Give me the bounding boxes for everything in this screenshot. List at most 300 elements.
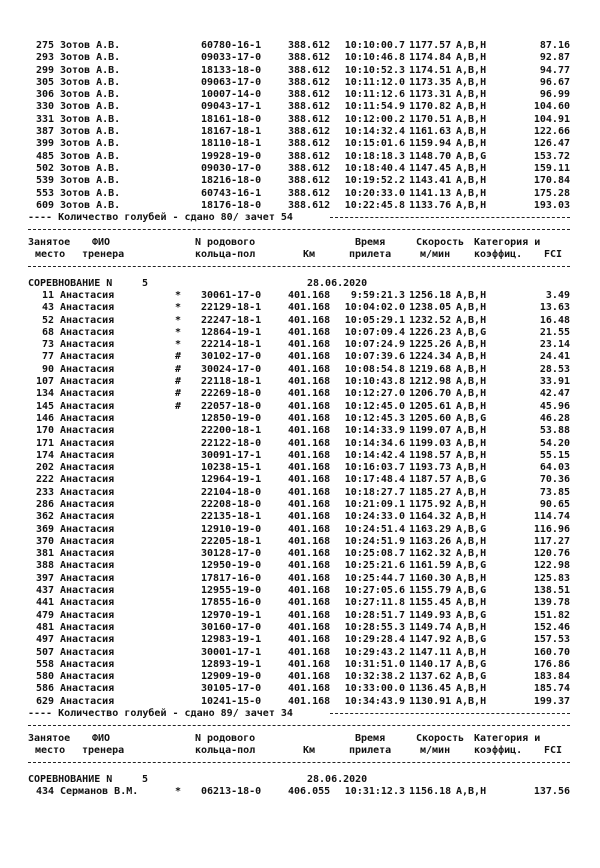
cell-km: 401.168 <box>288 425 331 437</box>
cell-cat: А,В,Н <box>456 597 487 609</box>
cell-fci: 137.56 <box>533 785 570 797</box>
cell-cat: А,В,Н <box>456 138 487 150</box>
col-time-label-2: прилета <box>349 249 392 261</box>
cell-speed: 1170.51 <box>409 113 452 125</box>
cell-cat: А,В,G <box>456 609 487 621</box>
col-fci-label: FCI <box>544 744 563 756</box>
table-row <box>0 388 600 400</box>
cell-km: 388.612 <box>288 52 331 64</box>
cell-place: 306 <box>35 89 54 101</box>
cell-cat: А,В,Н <box>456 388 487 400</box>
cell-fci: 55.15 <box>539 449 570 461</box>
cell-name: Анастасия <box>60 634 115 646</box>
cell-mark: # <box>175 376 182 388</box>
cell-km: 388.612 <box>288 64 331 76</box>
cell-name: Анастасия <box>60 326 115 338</box>
cell-place: 73 <box>41 339 54 351</box>
cell-fci: 193.03 <box>533 199 570 211</box>
cell-ring: 09033-17-0 <box>201 52 262 64</box>
table-row <box>0 786 600 798</box>
cell-ring: 12950-19-0 <box>201 560 262 572</box>
divider <box>0 757 600 769</box>
table-row <box>0 438 600 450</box>
cell-speed: 1163.29 <box>409 523 452 535</box>
cell-km: 401.168 <box>288 302 331 314</box>
table-row <box>0 413 600 425</box>
col-ring-label: N родового <box>195 236 256 248</box>
cell-place: 222 <box>35 474 54 486</box>
cell-km: 388.612 <box>288 162 331 174</box>
cell-name: Зотов А.В. <box>60 126 121 138</box>
table-row <box>0 536 600 548</box>
cell-speed: 1161.59 <box>409 560 452 572</box>
cell-ring: 30091-17-1 <box>201 449 262 461</box>
cell-km: 401.168 <box>288 498 331 510</box>
cell-time: 10:08:54.8 <box>344 363 405 375</box>
table-row <box>0 597 600 609</box>
cell-fci: 104.60 <box>533 101 570 113</box>
cell-cat: А,В,Н <box>456 646 487 658</box>
cell-name: Анастасия <box>60 511 115 523</box>
cell-time: 10:12:00.2 <box>344 113 405 125</box>
cell-place: 507 <box>35 646 54 658</box>
cell-mark: * <box>175 326 182 338</box>
results-section-2 <box>0 290 600 708</box>
table-row <box>0 585 600 597</box>
table-row <box>0 175 600 187</box>
cell-cat: А,В,Н <box>456 64 487 76</box>
cell-ring: 10007-14-0 <box>201 89 262 101</box>
cell-name: Зотов А.В. <box>60 64 121 76</box>
cell-place: 397 <box>35 572 54 584</box>
cell-cat: А,В,Н <box>456 400 487 412</box>
cell-fci: 122.98 <box>533 560 570 572</box>
cell-time: 10:28:55.3 <box>344 621 405 633</box>
cell-speed: 1193.73 <box>409 462 452 474</box>
table-row <box>0 696 600 708</box>
cell-ring: 09063-17-0 <box>201 76 262 88</box>
cell-km: 401.168 <box>288 609 331 621</box>
cell-speed: 1173.35 <box>409 76 452 88</box>
cell-cat: А,В,Н <box>456 376 487 388</box>
cell-ring: 18161-18-0 <box>201 113 262 125</box>
cell-ring: 22122-18-0 <box>201 437 262 449</box>
cell-time: 10:20:33.0 <box>344 187 405 199</box>
cell-time: 10:14:32.4 <box>344 126 405 138</box>
competition-number: 5 <box>142 773 149 785</box>
table-row <box>0 151 600 163</box>
cell-ring: 17855-16-0 <box>201 597 262 609</box>
cell-place: 434 <box>35 785 54 797</box>
cell-km: 388.612 <box>288 199 331 211</box>
cell-fci: 33.91 <box>539 376 570 388</box>
competition-header <box>0 774 600 786</box>
table-row <box>0 487 600 499</box>
cell-time: 10:22:45.8 <box>344 199 405 211</box>
pigeon-count-line-1 <box>0 212 600 224</box>
cell-place: 609 <box>35 199 54 211</box>
cell-time: 10:11:54.9 <box>344 101 405 113</box>
cell-ring: 10238-15-1 <box>201 462 262 474</box>
cell-km: 401.168 <box>288 535 331 547</box>
cell-time: 10:07:24.9 <box>344 339 405 351</box>
cell-time: 10:17:48.4 <box>344 474 405 486</box>
pigeon-count-text-2: ---- Количество голубей - сдано 89/ зачет 34 <box>28 708 299 720</box>
table-row <box>0 327 600 339</box>
cell-speed: 1164.32 <box>409 511 452 523</box>
table-row <box>0 474 600 486</box>
cell-fci: 64.03 <box>539 462 570 474</box>
cell-ring: 18216-18-0 <box>201 175 262 187</box>
cell-km: 388.612 <box>288 40 331 51</box>
cell-name: Анастасия <box>60 339 115 351</box>
cell-km: 401.168 <box>288 597 331 609</box>
cell-km: 401.168 <box>288 388 331 400</box>
cell-place: 275 <box>35 40 54 51</box>
cell-place: 539 <box>35 175 54 187</box>
cell-speed: 1185.27 <box>409 486 452 498</box>
cell-speed: 1162.32 <box>409 548 452 560</box>
divider <box>0 261 600 273</box>
cell-name: Анастасия <box>60 572 115 584</box>
cell-time: 10:11:12.0 <box>344 76 405 88</box>
cell-time: 9:59:21.3 <box>350 289 405 301</box>
cell-cat: А,В,G <box>456 523 487 535</box>
col-fio-label-2: тренера <box>82 249 125 261</box>
cell-speed: 1140.17 <box>409 658 452 670</box>
cell-cat: А,В,G <box>456 658 487 670</box>
cell-cat: А,В,G <box>456 150 487 162</box>
cell-name: Анастасия <box>60 462 115 474</box>
cell-fci: 138.51 <box>533 585 570 597</box>
cell-mark: # <box>175 388 182 400</box>
cell-ring: 60780-16-1 <box>201 40 262 51</box>
cell-cat: А,В,Н <box>456 498 487 510</box>
cell-ring: 30102-17-0 <box>201 351 262 363</box>
cell-fci: 45.96 <box>539 400 570 412</box>
cell-ring: 12850-19-0 <box>201 412 262 424</box>
cell-cat: А,В,Н <box>456 199 487 211</box>
cell-fci: 116.96 <box>533 523 570 535</box>
cell-place: 586 <box>35 683 54 695</box>
cell-ring: 12964-19-1 <box>201 474 262 486</box>
results-section-3 <box>0 786 600 798</box>
cell-speed: 1205.61 <box>409 400 452 412</box>
cell-cat: А,В,Н <box>456 40 487 51</box>
cell-name: Анастасия <box>60 585 115 597</box>
cell-place: 362 <box>35 511 54 523</box>
cell-place: 330 <box>35 101 54 113</box>
cell-ring: 12893-19-1 <box>201 658 262 670</box>
cell-cat: А,В,G <box>456 634 487 646</box>
cell-cat: А,В,Н <box>456 695 487 707</box>
table-row <box>0 524 600 536</box>
cell-km: 401.168 <box>288 585 331 597</box>
cell-place: 497 <box>35 634 54 646</box>
count-dash-fill-1 <box>330 217 570 218</box>
cell-ring: 30024-17-0 <box>201 363 262 375</box>
cell-speed: 1141.13 <box>409 187 452 199</box>
cell-time: 10:16:03.7 <box>344 462 405 474</box>
cell-cat: А,В,Н <box>456 449 487 461</box>
cell-fci: 159.11 <box>533 162 570 174</box>
cell-km: 401.168 <box>288 314 331 326</box>
cell-ring: 12864-19-1 <box>201 326 262 338</box>
cell-place: 437 <box>35 585 54 597</box>
col-speed-label-2: м/мин <box>420 744 451 756</box>
table-row <box>0 610 600 622</box>
cell-cat: А,В,G <box>456 326 487 338</box>
cell-time: 10:24:51.9 <box>344 535 405 547</box>
count-dash-fill-2 <box>330 713 570 714</box>
cell-km: 388.612 <box>288 89 331 101</box>
cell-name: Анастасия <box>60 449 115 461</box>
cell-fci: 117.27 <box>533 535 570 547</box>
table-row <box>0 659 600 671</box>
cell-ring: 30128-17-0 <box>201 548 262 560</box>
table-row <box>0 200 600 212</box>
cell-ring: 09043-17-1 <box>201 101 262 113</box>
pigeon-count-line-2 <box>0 708 600 720</box>
col-coef-label: коэффиц. <box>474 249 523 261</box>
col-category-label: Категория и <box>474 236 541 248</box>
cell-ring: 22118-18-1 <box>201 376 262 388</box>
col-place-label-2: место <box>35 744 66 756</box>
cell-speed: 1177.57 <box>409 40 452 51</box>
cell-speed: 1160.30 <box>409 572 452 584</box>
cell-place: 370 <box>35 535 54 547</box>
cell-fci: 160.70 <box>533 646 570 658</box>
cell-speed: 1161.63 <box>409 126 452 138</box>
cell-km: 401.168 <box>288 671 331 683</box>
cell-place: 145 <box>35 400 54 412</box>
cell-speed: 1147.92 <box>409 634 452 646</box>
cell-cat: А,В,G <box>456 412 487 424</box>
table-row <box>0 290 600 302</box>
cell-name: Зотов А.В. <box>60 52 121 64</box>
cell-time: 10:25:08.7 <box>344 548 405 560</box>
cell-time: 10:14:42.4 <box>344 449 405 461</box>
table-row <box>0 114 600 126</box>
cell-fci: 70.36 <box>539 474 570 486</box>
cell-name: Анастасия <box>60 548 115 560</box>
col-fio-label: ФИО <box>92 236 111 248</box>
cell-ring: 22129-18-1 <box>201 302 262 314</box>
cell-speed: 1232.52 <box>409 314 452 326</box>
cell-ring: 12909-19-0 <box>201 671 262 683</box>
cell-ring: 60743-16-1 <box>201 187 262 199</box>
cell-place: 299 <box>35 64 54 76</box>
table-row <box>0 671 600 683</box>
cell-name: Анастасия <box>60 425 115 437</box>
cell-ring: 12910-19-0 <box>201 523 262 535</box>
cell-km: 388.612 <box>288 113 331 125</box>
cell-place: 553 <box>35 187 54 199</box>
cell-name: Зотов А.В. <box>60 40 121 51</box>
cell-ring: 30001-17-1 <box>201 646 262 658</box>
cell-name: Анастасия <box>60 560 115 572</box>
cell-name: Анастасия <box>60 412 115 424</box>
table-row <box>0 52 600 64</box>
cell-ring: 18110-18-1 <box>201 138 262 150</box>
cell-ring: 22135-18-1 <box>201 511 262 523</box>
cell-speed: 1224.34 <box>409 351 452 363</box>
competition-date: 28.06.2020 <box>307 773 368 785</box>
competition-header <box>0 278 600 290</box>
cell-cat: А,В,Н <box>456 314 487 326</box>
cell-fci: 139.78 <box>533 597 570 609</box>
col-time-label-2: прилета <box>349 744 392 756</box>
cell-cat: А,В,Н <box>456 101 487 113</box>
col-fio-label-2: тренера <box>82 744 125 756</box>
cell-time: 10:10:43.8 <box>344 376 405 388</box>
table-row <box>0 126 600 138</box>
cell-fci: 126.47 <box>533 138 570 150</box>
cell-ring: 22200-18-1 <box>201 425 262 437</box>
cell-place: 134 <box>35 388 54 400</box>
cell-speed: 1147.11 <box>409 646 452 658</box>
cell-cat: А,В,Н <box>456 302 487 314</box>
cell-cat: А,В,Н <box>456 437 487 449</box>
column-header-1 <box>0 237 600 262</box>
cell-time: 10:14:34.6 <box>344 437 405 449</box>
cell-fci: 185.74 <box>533 683 570 695</box>
cell-time: 10:31:51.0 <box>344 658 405 670</box>
cell-place: 485 <box>35 150 54 162</box>
cell-place: 52 <box>41 314 54 326</box>
cell-time: 10:18:40.4 <box>344 162 405 174</box>
cell-km: 401.168 <box>288 621 331 633</box>
cell-time: 10:07:39.6 <box>344 351 405 363</box>
cell-speed: 1143.41 <box>409 175 452 187</box>
cell-name: Анастасия <box>60 400 115 412</box>
table-row <box>0 339 600 351</box>
cell-mark: # <box>175 351 182 363</box>
cell-place: 171 <box>35 437 54 449</box>
cell-place: 399 <box>35 138 54 150</box>
cell-time: 10:19:52.2 <box>344 175 405 187</box>
cell-fci: 73.85 <box>539 486 570 498</box>
cell-name: Анастасия <box>60 658 115 670</box>
cell-name: Анастасия <box>60 695 115 707</box>
cell-name: Анастасия <box>60 474 115 486</box>
cell-km: 401.168 <box>288 634 331 646</box>
cell-place: 174 <box>35 449 54 461</box>
cell-name: Анастасия <box>60 388 115 400</box>
cell-ring: 12955-19-0 <box>201 585 262 597</box>
cell-fci: 24.41 <box>539 351 570 363</box>
cell-ring: 12970-19-1 <box>201 609 262 621</box>
cell-cat: А,В,Н <box>456 89 487 101</box>
cell-cat: А,В,Н <box>456 486 487 498</box>
cell-time: 10:14:33.9 <box>344 425 405 437</box>
cell-speed: 1163.26 <box>409 535 452 547</box>
col-km-label: Км <box>303 744 316 756</box>
cell-name: Зотов А.В. <box>60 101 121 113</box>
competition-date: 28.06.2020 <box>307 277 368 289</box>
cell-time: 10:25:44.7 <box>344 572 405 584</box>
table-row <box>0 425 600 437</box>
cell-fci: 53.88 <box>539 425 570 437</box>
table-row <box>0 364 600 376</box>
col-ring-label-2: кольца-пол <box>195 744 256 756</box>
cell-place: 170 <box>35 425 54 437</box>
cell-time: 10:12:45.3 <box>344 412 405 424</box>
cell-speed: 1226.23 <box>409 326 452 338</box>
table-row <box>0 315 600 327</box>
cell-name: Зотов А.В. <box>60 76 121 88</box>
table-row <box>0 40 600 52</box>
cell-km: 401.168 <box>288 695 331 707</box>
cell-time: 10:15:01.6 <box>344 138 405 150</box>
cell-fci: 87.16 <box>539 40 570 51</box>
cell-speed: 1130.91 <box>409 695 452 707</box>
cell-ring: 18167-18-1 <box>201 126 262 138</box>
results-section-1 <box>0 40 600 212</box>
cell-ring: 22214-18-1 <box>201 339 262 351</box>
cell-km: 388.612 <box>288 187 331 199</box>
cell-name: Анастасия <box>60 646 115 658</box>
cell-name: Анастасия <box>60 683 115 695</box>
cell-place: 43 <box>41 302 54 314</box>
table-row <box>0 302 600 314</box>
cell-time: 10:32:38.2 <box>344 671 405 683</box>
col-speed-label-2: м/мин <box>420 249 451 261</box>
cell-cat: А,В,G <box>456 671 487 683</box>
cell-fci: 199.37 <box>533 695 570 707</box>
cell-fci: 46.28 <box>539 412 570 424</box>
cell-speed: 1174.84 <box>409 52 452 64</box>
cell-time: 10:24:51.4 <box>344 523 405 535</box>
cell-time: 10:04:02.0 <box>344 302 405 314</box>
cell-speed: 1212.98 <box>409 376 452 388</box>
cell-fci: 114.74 <box>533 511 570 523</box>
table-row <box>0 89 600 101</box>
cell-fci: 92.87 <box>539 52 570 64</box>
cell-fci: 42.47 <box>539 388 570 400</box>
cell-fci: 96.99 <box>539 89 570 101</box>
cell-cat: А,В,Н <box>456 52 487 64</box>
cell-km: 401.168 <box>288 646 331 658</box>
cell-cat: А,В,Н <box>456 548 487 560</box>
cell-place: 369 <box>35 523 54 535</box>
cell-place: 558 <box>35 658 54 670</box>
cell-cat: А,В,Н <box>456 187 487 199</box>
cell-place: 481 <box>35 621 54 633</box>
cell-ring: 22104-18-0 <box>201 486 262 498</box>
table-row <box>0 188 600 200</box>
cell-speed: 1149.93 <box>409 609 452 621</box>
cell-ring: 06213-18-0 <box>201 785 262 797</box>
cell-place: 502 <box>35 162 54 174</box>
col-speed-label: Скорость <box>416 236 465 248</box>
cell-fci: 120.76 <box>533 548 570 560</box>
divider <box>0 720 600 732</box>
cell-name: Анастасия <box>60 535 115 547</box>
cell-cat: А,В,Н <box>456 289 487 301</box>
cell-place: 233 <box>35 486 54 498</box>
table-row <box>0 560 600 572</box>
col-fio-label: ФИО <box>92 732 111 744</box>
cell-cat: А,В,Н <box>456 621 487 633</box>
table-row <box>0 101 600 113</box>
cell-place: 629 <box>35 695 54 707</box>
cell-speed: 1137.62 <box>409 671 452 683</box>
cell-cat: А,В,Н <box>456 126 487 138</box>
cell-km: 388.612 <box>288 175 331 187</box>
cell-time: 10:29:43.2 <box>344 646 405 658</box>
cell-name: Зотов А.В. <box>60 199 121 211</box>
